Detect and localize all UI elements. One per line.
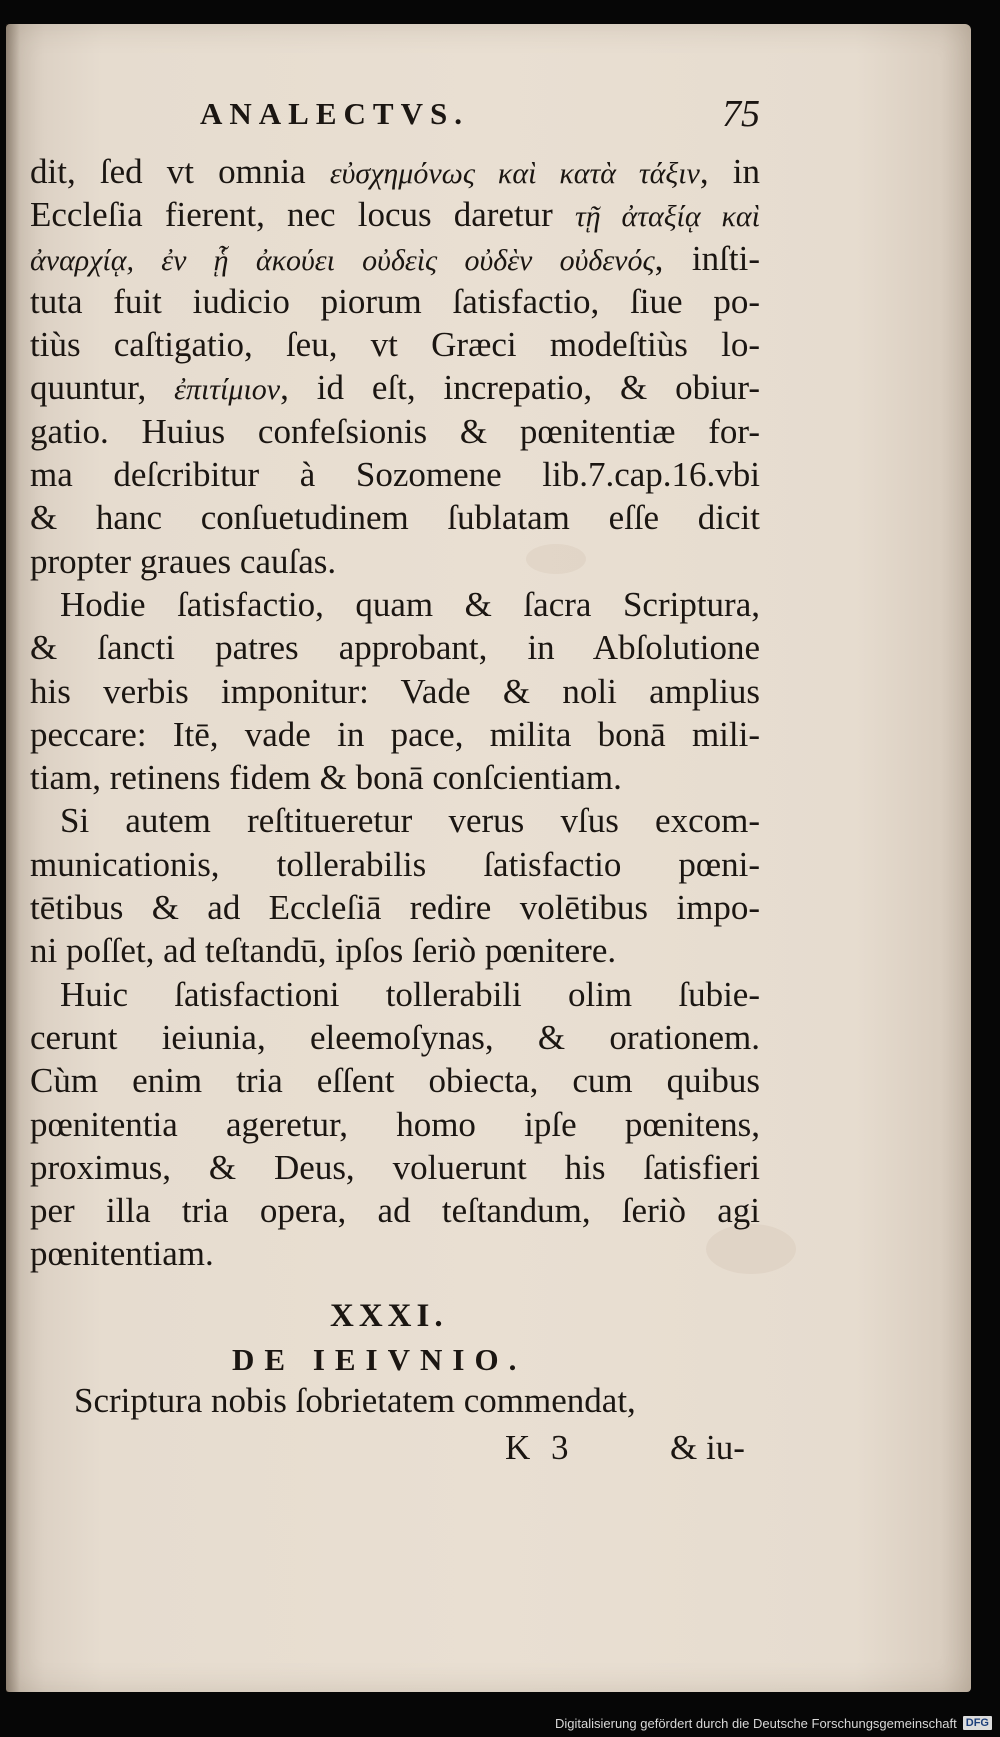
text-line-latin: his verbis imponitur: Vade & noli amplius (30, 671, 760, 711)
text-line-latin: Cùm enim tria eſſent obiecta, cum quibus (30, 1061, 760, 1101)
signature-mark: K 3 (505, 1428, 575, 1467)
text-line (30, 1103, 760, 1146)
text-line (30, 756, 760, 799)
text-line (30, 799, 760, 842)
text-line (30, 1146, 760, 1189)
page-number: 75 (722, 93, 760, 135)
text-line (30, 973, 760, 1016)
funding-credit: Digitalisierung gefördert durch die Deutsche Forschungsgemeinschaft (554, 1715, 957, 1731)
text-line-tail: , in (699, 152, 760, 191)
text-line-latin: municationis, tollerabilis ſatisfactio pœni- (30, 844, 760, 884)
text-line (30, 280, 760, 323)
text-line-latin: Si autem reſtitueretur verus vſus excom- (60, 801, 760, 841)
text-line-latin: ni poſſet, ad teſtandū, ipſos ſeriò pœnitere. (30, 931, 617, 971)
text-line-greek: ἀναρχίᾳ, ἐν ᾗ ἀκούει οὐδεὶς οὐδὲν οὐδενός (30, 243, 655, 277)
text-line-latin: peccare: Itē, vade in pace, milita bonā mili- (30, 714, 760, 754)
text-line-latin: proximus, & Deus, voluerunt his ſatisfieri (30, 1147, 760, 1187)
text-line (30, 453, 760, 496)
running-title: ANALECTVS. (200, 96, 469, 131)
text-line-latin: tiam, retinens fidem & bonā conſcientiam. (30, 758, 622, 798)
text-line-latin: tiùs caſtigatio, ſeu, vt Græci modeſtiùs lo- (30, 325, 760, 365)
text-line-greek: ἐπιτίμιον (174, 373, 281, 407)
text-line (30, 583, 760, 626)
text-line (30, 843, 760, 886)
text-line-latin: Eccleſia fierent, nec locus daretur (30, 195, 575, 235)
text-line-latin: propter graues cauſas. (30, 541, 337, 581)
text-line (30, 1016, 760, 1059)
text-line-latin: Huic ſatisfactioni tollerabili olim ſubie- (60, 974, 760, 1014)
section-number: XXXI. (330, 1298, 448, 1334)
text-line (30, 237, 760, 280)
text-line-latin: tuta fuit iudicio piorum ſatisfactio, ſiue po- (30, 281, 760, 321)
dfg-logo: DFG (963, 1716, 992, 1730)
text-line (30, 323, 760, 366)
text-line (30, 193, 760, 236)
page-gutter-shadow (6, 24, 20, 1692)
text-line-latin: gatio. Huius confeſsionis & pœnitentiæ for- (30, 411, 760, 451)
text-line (30, 626, 760, 669)
text-line (30, 1189, 760, 1232)
running-head (200, 93, 760, 140)
final-text-line: Scriptura nobis ſobrietatem commendat, (74, 1381, 636, 1420)
catchword: & iu- (670, 1428, 745, 1467)
text-line (30, 496, 760, 539)
text-line (30, 886, 760, 929)
text-line-latin: dit, ſed vt omnia (30, 152, 330, 191)
text-line (30, 150, 760, 193)
text-line-latin: pœnitentiam. (30, 1234, 214, 1274)
text-line-greek: εὐσχημόνως καὶ κατὰ τάξιν (329, 157, 700, 190)
text-line-latin: tētibus & ad Eccleſiā redire volētibus impo- (30, 888, 760, 928)
text-line (30, 713, 760, 756)
text-line-greek: τῇ ἀταξίᾳ καὶ (574, 200, 760, 234)
text-line-latin: & ſancti patres approbant, in Abſolutione (30, 628, 760, 668)
text-line-latin: per illa tria opera, ad teſtandum, ſeriò agi (30, 1191, 760, 1231)
text-line-latin: cerunt ieiunia, eleemoſynas, & orationem. (30, 1017, 760, 1057)
text-line-latin: & hanc conſuetudinem ſublatam eſſe dicit (30, 498, 760, 538)
text-line (30, 410, 760, 453)
text-line (30, 670, 760, 713)
text-line-latin: ma deſcribitur à Sozomene lib.7.cap.16.vbi (30, 455, 760, 495)
text-line-latin: Hodie ſatisfactio, quam & ſacra Scriptura, (60, 584, 760, 624)
text-line (30, 1232, 760, 1275)
digitization-footer (555, 1712, 992, 1734)
section-title: DE IEIVNIO. (232, 1342, 527, 1377)
text-line (30, 540, 760, 583)
text-line-latin: pœnitentia ageretur, homo ipſe pœnitens, (30, 1104, 760, 1144)
body-text (30, 150, 760, 1276)
text-line (30, 1059, 760, 1102)
text-line-latin: quuntur, (30, 368, 175, 408)
text-line (30, 929, 760, 972)
text-line-tail: , inſti- (654, 238, 760, 278)
text-line-tail: , id eſt, increpatio, & obiur- (280, 368, 760, 408)
text-line (30, 366, 760, 409)
